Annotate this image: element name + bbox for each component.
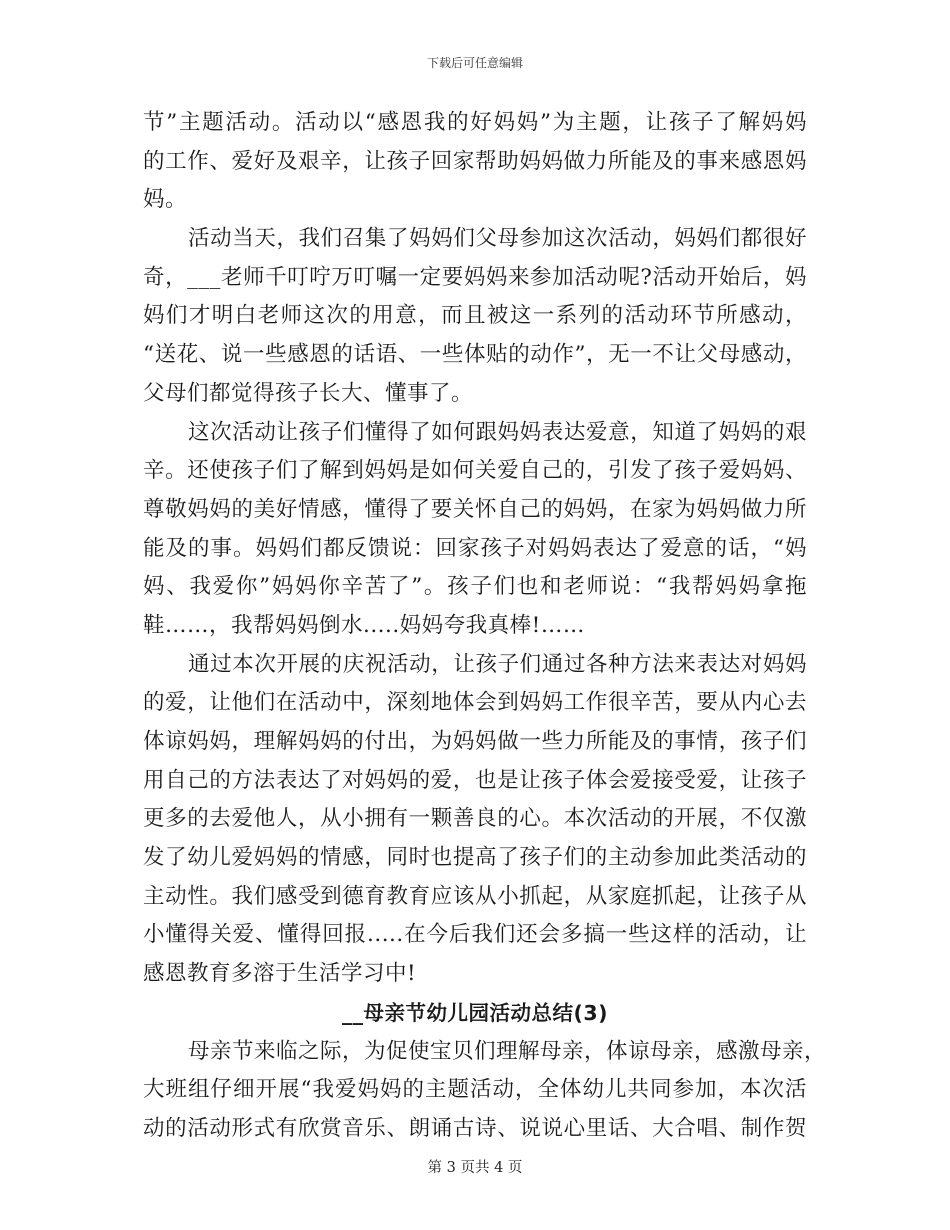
- text-line: 动的活动形式有欣赏音乐、朗诵古诗、说说心里话、大合唱、制作贺: [143, 1115, 807, 1141]
- text-line: 感恩教育多溶于生活学习中!: [143, 961, 417, 987]
- text-line: 的爱，让他们在活动中，深刻地体会到妈妈工作很辛苦，要从内心去: [143, 690, 807, 716]
- text-line: 父母们都觉得孩子长大、懂事了。: [143, 380, 474, 406]
- text-line: 尊敬妈妈的美好情感，懂得了要关怀自己的妈妈，在家为妈妈做力所: [143, 496, 807, 522]
- text-line: 活动当天，我们召集了妈妈们父母参加这次活动，妈妈们都很好: [188, 226, 807, 252]
- text-line: 节”主题活动。活动以“感恩我的好妈妈”为主题，让孩子了解妈妈: [143, 110, 807, 135]
- section-heading: __母亲节幼儿园活动总结(3): [341, 1000, 608, 1025]
- page-number: 第 3 页共 4 页: [427, 1160, 523, 1176]
- text-line: 能及的事。妈妈们都反馈说：回家孩子对妈妈表达了爱意的话，“妈: [143, 535, 807, 561]
- text-line: 大班组仔细开展“我爱妈妈的主题活动，全体幼儿共同参加，本次活: [143, 1077, 807, 1103]
- text-line: 小懂得关爱、懂得回报.....在今后我们还会多搞一些这样的活动，让: [143, 922, 807, 948]
- text-line: “送花、说一些感恩的话语、一些体贴的动作”，无一不让父母感动，: [143, 342, 807, 368]
- text-line: 妈。: [143, 187, 188, 213]
- text-line: 辛。还使孩子们了解到妈妈是如何关爱自己的，引发了孩子爱妈妈、: [143, 458, 807, 484]
- text-line: 用自己的方法表达了对妈妈的爱，也是让孩子体会爱接受爱，让孩子: [143, 767, 807, 793]
- text-line: 这次活动让孩子们懂得了如何跟妈妈表达爱意，知道了妈妈的艰: [188, 419, 807, 445]
- text-line: 鞋……，我帮妈妈倒水.....妈妈夸我真棒!……: [143, 612, 585, 638]
- text-line: 的工作、爱好及艰辛，让孩子回家帮助妈妈做力所能及的事来感恩妈: [143, 148, 807, 174]
- document-body: [143, 104, 827, 1149]
- text-line: 母亲节来临之际，为促使宝贝们理解母亲，体谅母亲，感激母亲，: [188, 1038, 827, 1064]
- text-line: 发了幼儿爱妈妈的情感，同时也提高了孩子们的主动参加此类活动的: [143, 845, 807, 871]
- text-line: 妈、我爱你”妈妈你辛苦了”。孩子们也和老师说：“我帮妈妈拿拖: [143, 574, 807, 600]
- text-line: 更多的去爱他人，从小拥有一颗善良的心。本次活动的开展，不仅激: [143, 806, 807, 832]
- text-line: 妈们才明白老师这次的用意，而且被这一系列的活动环节所感动，: [143, 303, 807, 329]
- text-line: 主动性。我们感受到德育教育应该从小抓起，从家庭抓起，让孩子从: [143, 883, 807, 909]
- download-edit-note: 下载后可任意编辑: [426, 56, 523, 70]
- text-line: 体谅妈妈，理解妈妈的付出，为妈妈做一些力所能及的事情，孩子们: [143, 729, 807, 754]
- text-line: 通过本次开展的庆祝活动，让孩子们通过各种方法来表达对妈妈: [188, 651, 807, 677]
- text-line: 奇，___老师千叮咛万叮嘱一定要妈妈来参加活动呢?活动开始后，妈: [143, 264, 807, 290]
